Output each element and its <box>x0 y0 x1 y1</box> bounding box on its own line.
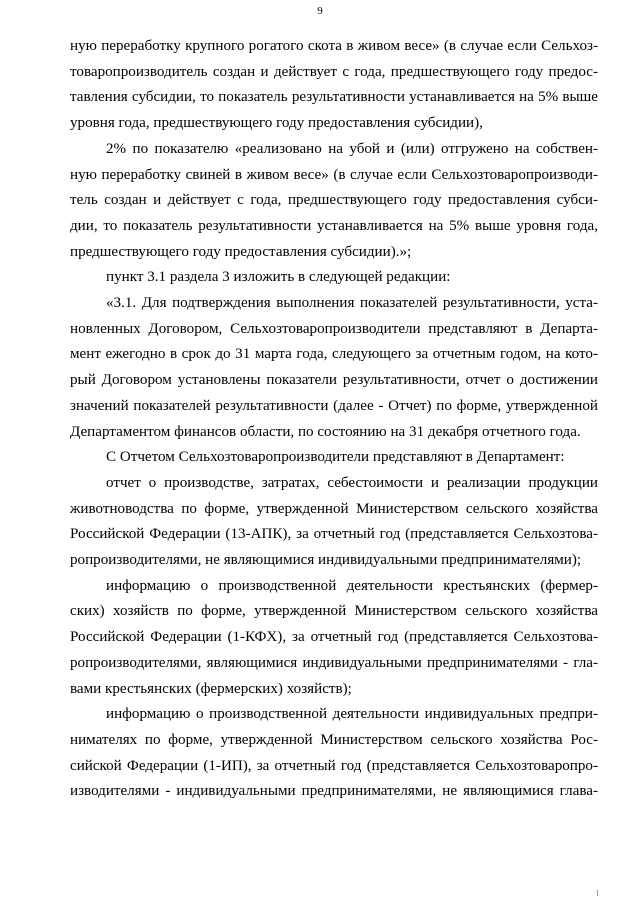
text-line: ропроизводителями, являющимися индивидуальными предпринимателями - гла- <box>70 654 598 671</box>
text-line: тель создан и действует с года, предшествующего году предоставления субси- <box>70 192 598 209</box>
text-line: Российской Федерации (13-АПК), за отчетный год (представляется Сельхозтова- <box>70 526 598 543</box>
text-line: «3.1. Для подтверждения выполнения показателей результативности, уста- <box>106 295 598 312</box>
margin-mark <box>597 890 598 896</box>
text-line: предшествующего году предоставления субсидии).»; <box>70 243 412 260</box>
text-line: вами крестьянских (фермерских) хозяйств); <box>70 680 352 697</box>
text-line: новленных Договором, Сельхозтоваропроизводители представляют в Департа- <box>70 320 598 337</box>
text-line: мент ежегодно в срок до 31 марта года, следующего за отчетным годом, на кото- <box>70 346 598 363</box>
text-line: тавления субсидии, то показатель результативности устанавливается на 5% выше <box>70 89 598 106</box>
text-line: Департаментом финансов области, по состоянию на 31 декабря отчетного года. <box>70 423 581 440</box>
text-line: изводителями - индивидуальными предпринимателями, не являющимися глава- <box>70 783 598 800</box>
text-line: уровня года, предшествующего году предоставления субсидии), <box>70 115 483 132</box>
text-line: Российской Федерации (1-КФХ), за отчетный год (представляется Сельхозтова- <box>70 629 598 646</box>
text-line: ских) хозяйств по форме, утвержденной Министерством сельского хозяйства <box>70 603 598 620</box>
text-line: рый Договором установлены показатели результативности, отчет о достижении <box>70 372 598 389</box>
text-line: информацию о производственной деятельности индивидуальных предпри- <box>106 706 598 723</box>
text-line: товаропроизводитель создан и действует с года, предшествующего году предос- <box>70 63 598 80</box>
document-body <box>70 34 598 805</box>
text-line: животноводства по форме, утвержденной Министерством сельского хозяйства <box>70 500 598 517</box>
text-line: дии, то показатель результативности устанавливается на 5% выше уровня года, <box>70 217 598 234</box>
text-line: нимателях по форме, утвержденной Министерством сельского хозяйства Рос- <box>70 731 598 748</box>
text-line: информацию о производственной деятельности крестьянских (фермер- <box>106 577 598 594</box>
text-line: значений показателей результативности (далее - Отчет) по форме, утвержденной <box>70 397 598 414</box>
text-line: сийской Федерации (1-ИП), за отчетный год (представляется Сельхозтоваропро- <box>70 757 598 774</box>
text-line: ропроизводителями, не являющимися индивидуальными предпринимателями); <box>70 552 582 569</box>
page-number: 9 <box>317 5 323 17</box>
text-line: ную переработку крупного рогатого скота в живом весе» (в случае если Сельхоз- <box>70 38 598 54</box>
text-line: ную переработку свиней в живом весе» (в случае если Сельхозтоваропроизводи- <box>70 166 598 183</box>
text-line: пункт 3.1 раздела 3 изложить в следующей редакции: <box>106 269 451 286</box>
text-line: отчет о производстве, затратах, себестоимости и реализации продукции <box>106 474 598 491</box>
text-line: С Отчетом Сельхозтоваропроизводители представляют в Департамент: <box>106 449 565 466</box>
text-line: 2% по показателю «реализовано на убой и (или) отгружено на собствен- <box>106 140 598 157</box>
